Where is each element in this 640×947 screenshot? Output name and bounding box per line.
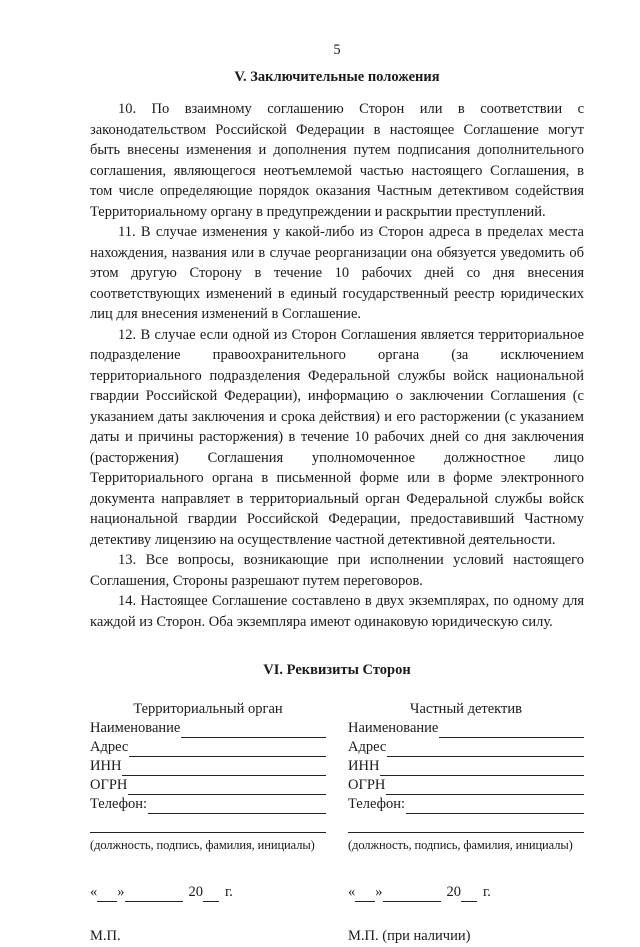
private-detective-heading: Частный детектив	[410, 700, 522, 717]
signature-line	[90, 824, 326, 833]
stamp-place: М.П.	[90, 928, 121, 944]
ogrn-label: ОГРН	[90, 776, 128, 793]
paragraph-10: 10. По взаимному соглашению Сторон или в соответствии с законодательством Российской Федерации в настоящее Соглашение могут быть внесены изменения и дополнения путем подписания дополнительного соглашения, являющегося неотъемлемой частью настоящего Соглашения, в том числе определяющие порядок оказания Частным детективом содействия Территориальному органу в предупреждении и раскрытии преступлений.	[90, 101, 584, 220]
party-details-columns	[90, 699, 584, 947]
date-quote-open: «	[348, 883, 356, 900]
territorial-body-phone-field	[90, 795, 326, 814]
territorial-body-name-field	[90, 719, 326, 738]
date-year-suffix: г.	[225, 883, 233, 900]
section-title-final-provisions: V. Заключительные положения	[234, 68, 440, 85]
private-detective-inn-field	[348, 757, 584, 776]
territorial-body-date	[90, 882, 326, 903]
date-year-suffix: г.	[483, 883, 491, 900]
address-blank-line	[129, 741, 326, 757]
phone-blank-line	[406, 798, 584, 814]
paragraph-14: 14. Настоящее Соглашение составлено в двух экземплярах, по одному для каждой из Сторон. Оба экземпляра имеют одинаковую юридическую силу.	[90, 593, 584, 630]
name-label: Наименование	[348, 719, 439, 736]
date-day-blank	[97, 887, 117, 902]
stamp-place: М.П. (при наличии)	[348, 928, 471, 944]
address-blank-line	[387, 741, 584, 757]
phone-blank-line	[148, 798, 326, 814]
inn-label: ИНН	[90, 757, 122, 774]
territorial-body-ogrn-field	[90, 776, 326, 795]
date-year-prefix: 20	[446, 883, 461, 900]
ogrn-label: ОГРН	[348, 776, 386, 793]
inn-blank-line	[122, 760, 326, 776]
date-month-blank	[383, 887, 441, 902]
name-label: Наименование	[90, 719, 181, 736]
territorial-body-inn-field	[90, 757, 326, 776]
signature-line	[348, 824, 584, 833]
private-detective-ogrn-field	[348, 776, 584, 795]
address-label: Адрес	[348, 738, 387, 755]
address-label: Адрес	[90, 738, 129, 755]
paragraph-12: 12. В случае если одной из Сторон Соглашения является территориальное подразделение правоохранительного органа (за исключением территориального подразделения Федеральной службы войск национальной гвардии Российской Федерации), информацию о заключении Соглашения (с указанием даты заключения и срока действия) и его расторжении (с указанием даты и причины расторжения) в течение 10 рабочих дней со дня заключения (расторжения) Соглашения уполномоченное должностное лицо Территориального органа в письменной форме или в форме электронного документа направляет в территориальный орган Федеральной службы войск национальной гвардии Российской Федерации, предоставивший Частному детективу лицензию на осуществление частной детективной деятельности.	[90, 326, 584, 548]
date-quote-open: «	[90, 883, 98, 900]
private-detective-address-field	[348, 738, 584, 757]
territorial-body-address-field	[90, 738, 326, 757]
paragraph-11: 11. В случае изменения у какой-либо из Сторон адреса в пределах места нахождения, названия или в случае реорганизации она обязуется уведомить об этом другую Сторону в течение 10 рабочих дней со дня внесения соответствующих изменений в единый государственный реестр юридических лиц для внесения изменений в Соглашение.	[90, 224, 584, 322]
ogrn-blank-line	[128, 779, 326, 795]
territorial-body-heading: Территориальный орган	[133, 700, 283, 717]
date-month-blank	[125, 887, 183, 902]
private-detective-phone-field	[348, 795, 584, 814]
inn-label: ИНН	[348, 757, 380, 774]
date-year-blank	[461, 887, 477, 902]
page-number: 5	[333, 42, 341, 58]
private-detective-column	[348, 699, 584, 947]
phone-label: Телефон:	[348, 795, 406, 812]
date-year-prefix: 20	[188, 883, 203, 900]
name-blank-line	[181, 722, 326, 738]
territorial-body-column	[90, 699, 326, 947]
signature-caption: (должность, подпись, фамилия, инициалы)	[90, 838, 315, 852]
signature-caption: (должность, подпись, фамилия, инициалы)	[348, 838, 573, 852]
phone-label: Телефон:	[90, 795, 148, 812]
private-detective-date	[348, 882, 584, 903]
section-title-party-details: VI. Реквизиты Сторон	[263, 662, 411, 678]
name-blank-line	[439, 722, 584, 738]
inn-blank-line	[380, 760, 584, 776]
date-quote-close: »	[375, 883, 383, 900]
date-day-blank	[355, 887, 375, 902]
date-quote-close: »	[117, 883, 125, 900]
ogrn-blank-line	[386, 779, 584, 795]
private-detective-name-field	[348, 719, 584, 738]
paragraph-13: 13. Все вопросы, возникающие при исполнении условий настоящего Соглашения, Стороны разрешают путем переговоров.	[90, 552, 584, 589]
date-year-blank	[203, 887, 219, 902]
